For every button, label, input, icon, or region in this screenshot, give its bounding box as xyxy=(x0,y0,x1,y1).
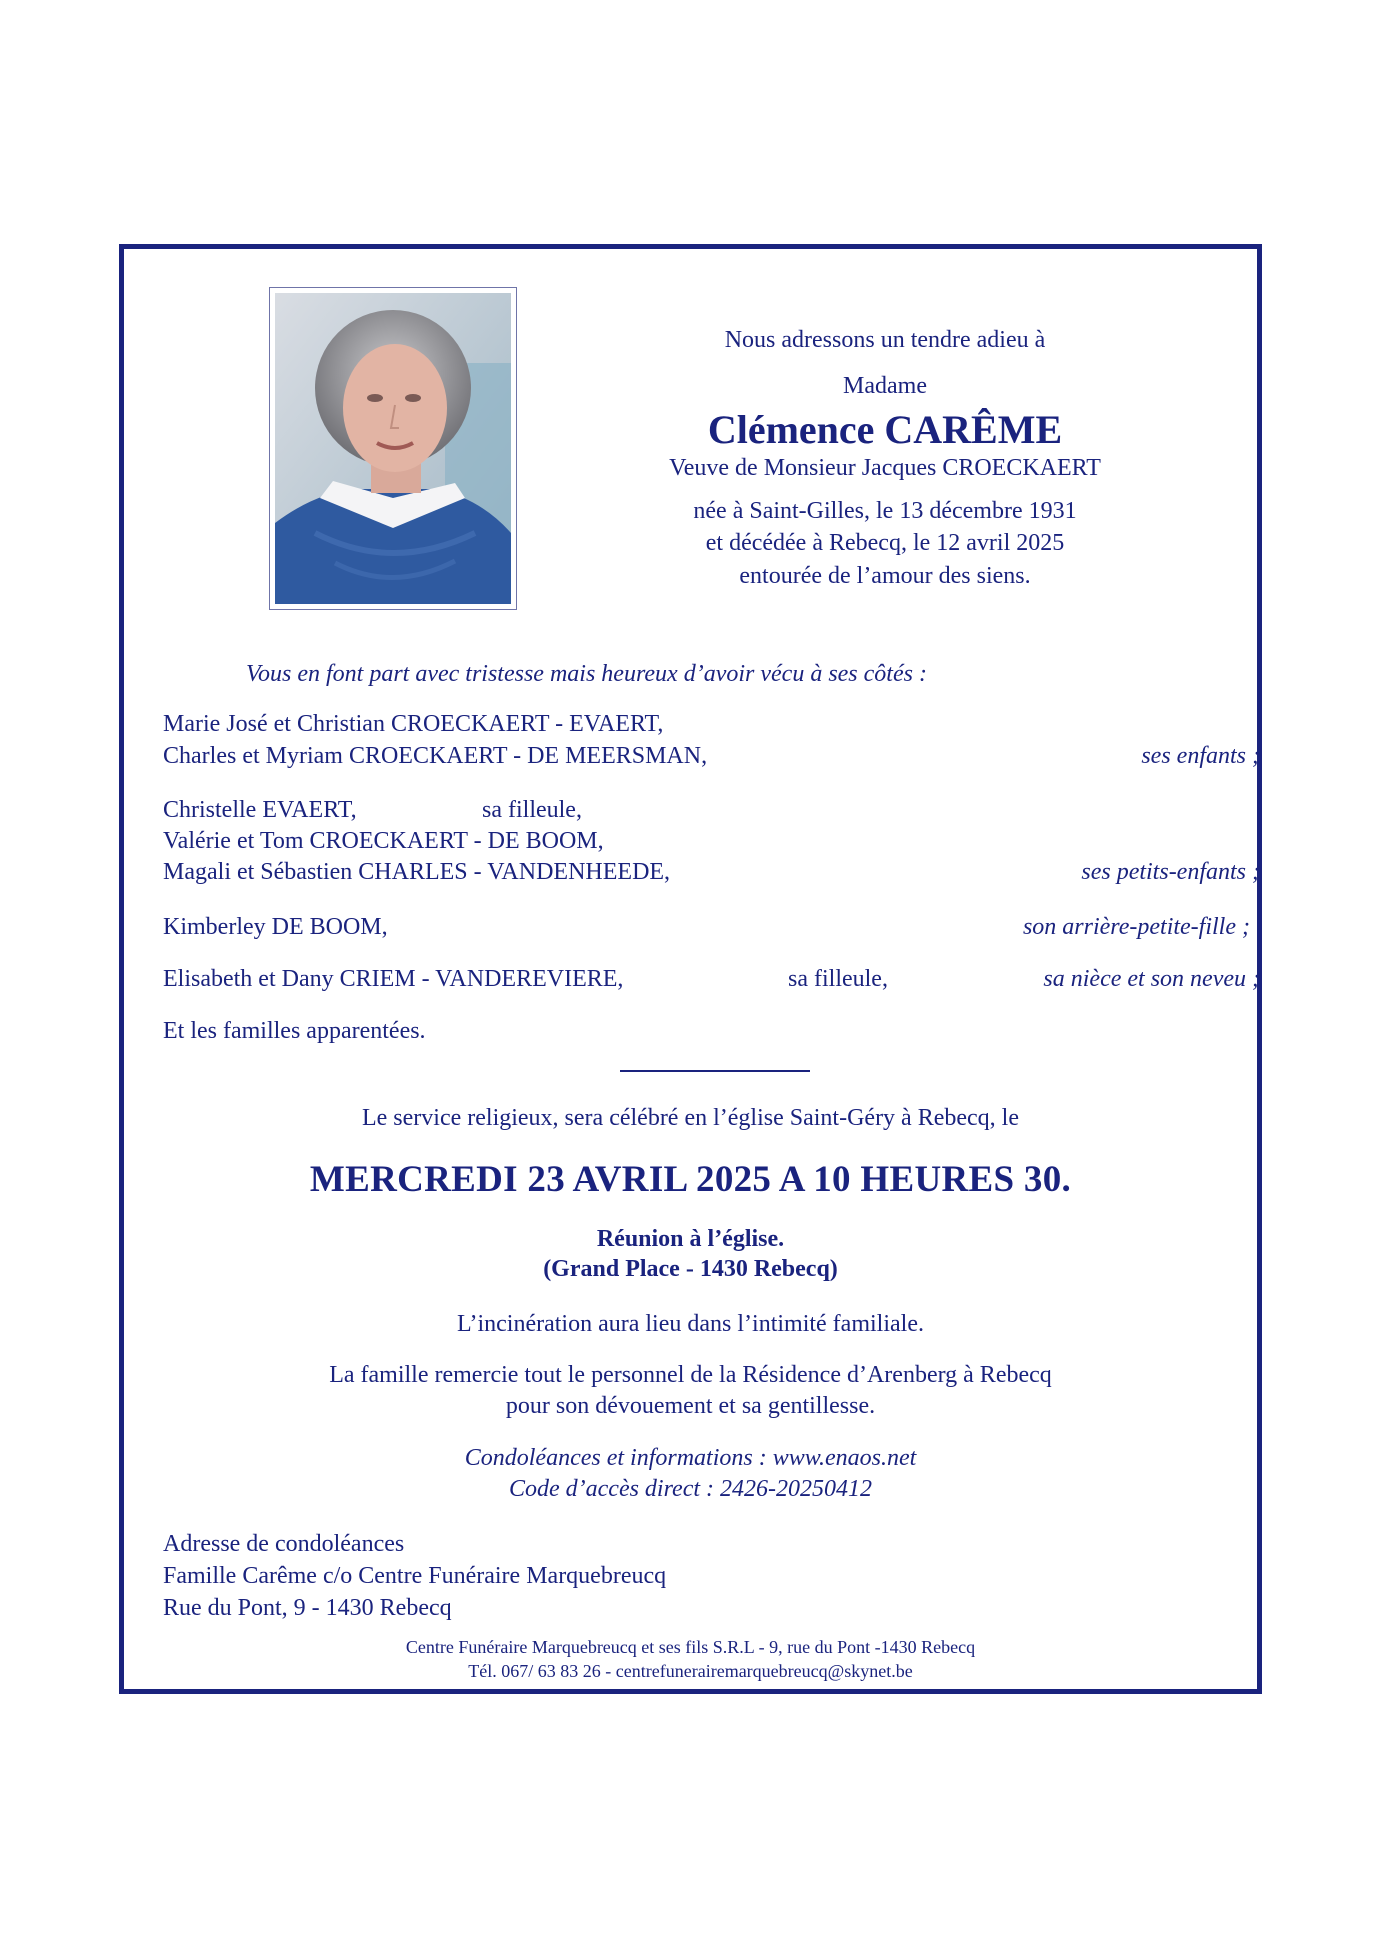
surrounded-line: entourée de l’amour des siens. xyxy=(739,563,1031,589)
grandchild-line-2: Valérie et Tom CROECKAERT - DE BOOM, xyxy=(163,828,604,854)
niece-line: Elisabeth et Dany CRIEM - VANDEREVIERE, xyxy=(163,966,624,992)
grandchild-line-3: Magali et Sébastien CHARLES - VANDENHEEDE, xyxy=(163,859,671,885)
birth-line: née à Saint-Gilles, le 13 décembre 1931 xyxy=(693,498,1077,524)
condolence-address-line-2: Rue du Pont, 9 - 1430 Rebecq xyxy=(163,1595,452,1621)
grandchild-line-1: Christelle EVAERT, xyxy=(163,797,357,823)
online-condolences: Condoléances et informations : www.enaos.net xyxy=(464,1445,917,1471)
children-line-1: Marie José et Christian CROECKAERT - EVAERT, xyxy=(163,711,664,737)
great-grandchild-line: Kimberley DE BOOM, xyxy=(163,914,388,940)
family-intro: Vous en font part avec tristesse mais heureux d’avoir vécu à ses côtés : xyxy=(246,661,927,687)
relatives-line: Et les familles apparentées. xyxy=(163,1018,426,1044)
honorific: Madame xyxy=(843,373,927,399)
portrait-photo xyxy=(269,287,517,610)
meeting-place: Réunion à l’église. xyxy=(596,1226,785,1252)
portrait-image xyxy=(275,293,511,604)
niece-goddaughter-note: sa filleule, xyxy=(788,966,888,992)
great-grandchild-role: son arrière-petite-fille ; xyxy=(1022,914,1250,940)
widow-line: Veuve de Monsieur Jacques CROECKAERT xyxy=(669,455,1101,481)
goddaughter-note: sa filleule, xyxy=(482,797,582,823)
thanks-line-1: La famille remercie tout le personnel de la Résidence d’Arenberg à Rebecq xyxy=(329,1362,1052,1388)
service-announce: Le service religieux, sera célébré en l’église Saint-Géry à Rebecq, le xyxy=(361,1105,1019,1131)
children-role: ses enfants ; xyxy=(1141,743,1260,769)
access-code: Code d’accès direct : 2426-20250412 xyxy=(508,1476,873,1502)
thanks-line-2: pour son dévouement et sa gentillesse. xyxy=(505,1393,876,1419)
separator-rule xyxy=(620,1070,810,1072)
grandchildren-role: ses petits-enfants ; xyxy=(1081,859,1260,885)
children-line-2: Charles et Myriam CROECKAERT - DE MEERSMAN, xyxy=(163,743,708,769)
service-datetime: MERCREDI 23 AVRIL 2025 A 10 HEURES 30. xyxy=(309,1159,1072,1200)
footer-line-2: Tél. 067/ 63 83 26 - centrefunerairemarquebreucq@skynet.be xyxy=(468,1661,913,1681)
death-line: et décédée à Rebecq, le 12 avril 2025 xyxy=(705,530,1065,556)
intro-text: Nous adressons un tendre adieu à xyxy=(724,327,1046,353)
deceased-name: Clémence CARÊME xyxy=(707,407,1063,452)
cremation-note: L’incinération aura lieu dans l’intimité familiale. xyxy=(457,1311,924,1337)
footer-line-1: Centre Funéraire Marquebreucq et ses fils S.R.L - 9, rue du Pont -1430 Rebecq xyxy=(405,1637,976,1657)
condolence-address-line-1: Famille Carême c/o Centre Funéraire Marquebreucq xyxy=(163,1563,667,1589)
condolence-address-label: Adresse de condoléances xyxy=(163,1531,405,1557)
church-address: (Grand Place - 1430 Rebecq) xyxy=(543,1256,838,1282)
niece-role: sa nièce et son neveu ; xyxy=(1043,966,1260,992)
